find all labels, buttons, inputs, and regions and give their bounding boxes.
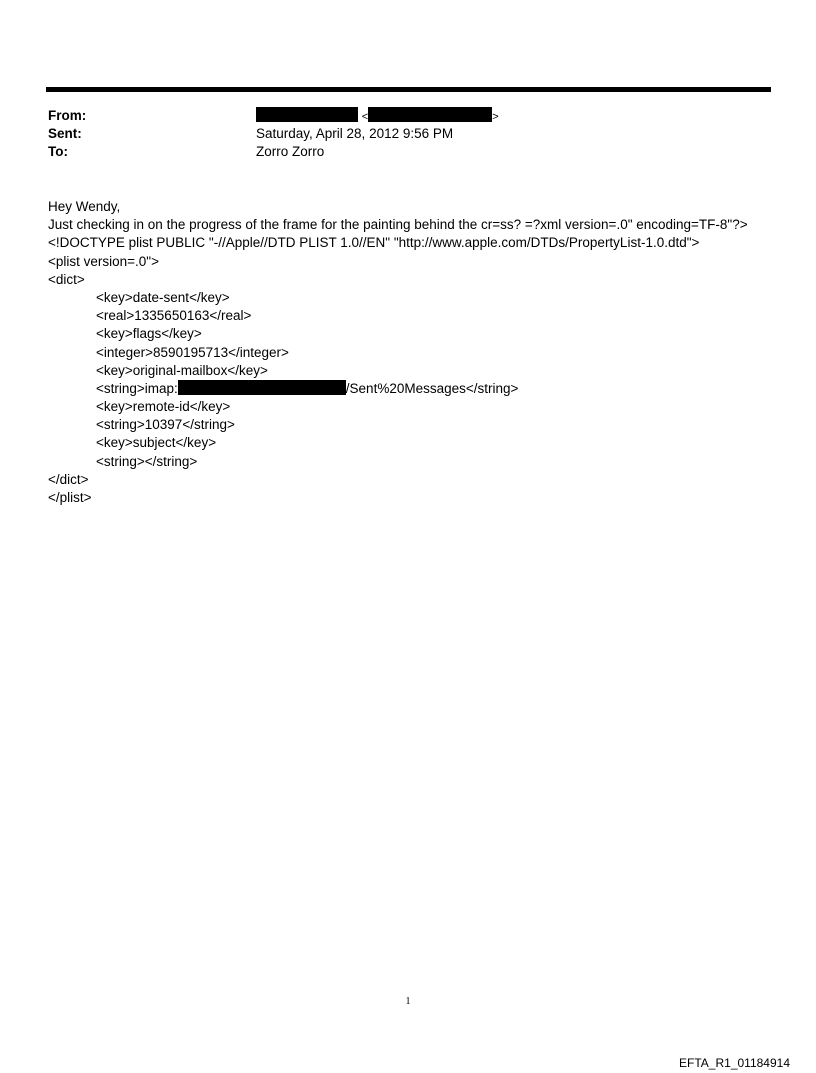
body-line-2: <!DOCTYPE plist PUBLIC "-//Apple//DTD PLIST 1.0//EN" "http://www.apple.com/DTDs/PropertyList-1.0.dtd"> bbox=[48, 235, 700, 251]
from-open-bracket: < bbox=[361, 111, 369, 123]
page-number: 1 bbox=[405, 996, 411, 1007]
body-line-1: Just checking in on the progress of the frame for the painting behind the cr=ss? =?xml version=.0" encoding=TF-8"?> bbox=[48, 217, 748, 233]
imap-suffix: /Sent%20Messages</string> bbox=[345, 380, 519, 396]
top-rule bbox=[46, 87, 771, 92]
body-line-11: <key>remote-id</key> bbox=[96, 399, 231, 415]
body-line-4: <dict> bbox=[48, 271, 85, 287]
body-line-6: <real>1335650163</real> bbox=[96, 308, 252, 324]
to-label: To: bbox=[48, 144, 68, 159]
redacted-sender-email bbox=[368, 107, 492, 122]
body-line-9: <key>original-mailbox</key> bbox=[96, 362, 268, 378]
body-line-14: <string></string> bbox=[96, 453, 198, 469]
body-line-15: </dict> bbox=[48, 471, 89, 487]
body-line-13: <key>subject</key> bbox=[96, 435, 217, 451]
body-line-12: <string>10397</string> bbox=[96, 417, 235, 433]
document-id: EFTA_R1_01184914 bbox=[679, 1056, 790, 1070]
to-value: Zorro Zorro bbox=[256, 144, 325, 159]
redacted-sender-name bbox=[256, 107, 358, 122]
body-line-8: <integer>8590195713</integer> bbox=[96, 344, 289, 360]
from-label: From: bbox=[48, 108, 87, 123]
email-body bbox=[48, 198, 788, 507]
sent-value: Saturday, April 28, 2012 9:56 PM bbox=[256, 126, 454, 141]
body-line-7: <key>flags</key> bbox=[96, 326, 202, 342]
sent-label: Sent: bbox=[48, 126, 82, 141]
body-line-5: <key>date-sent</key> bbox=[96, 289, 230, 305]
redacted-imap-host bbox=[178, 380, 346, 395]
greeting: Hey Wendy, bbox=[48, 199, 121, 214]
body-line-16: </plist> bbox=[48, 490, 92, 505]
body-line-10 bbox=[48, 380, 788, 398]
body-line-3: <plist version=.0"> bbox=[48, 253, 159, 269]
imap-prefix: <string>imap: bbox=[96, 380, 178, 396]
from-close-bracket: > bbox=[492, 111, 499, 123]
from-value bbox=[256, 107, 499, 126]
